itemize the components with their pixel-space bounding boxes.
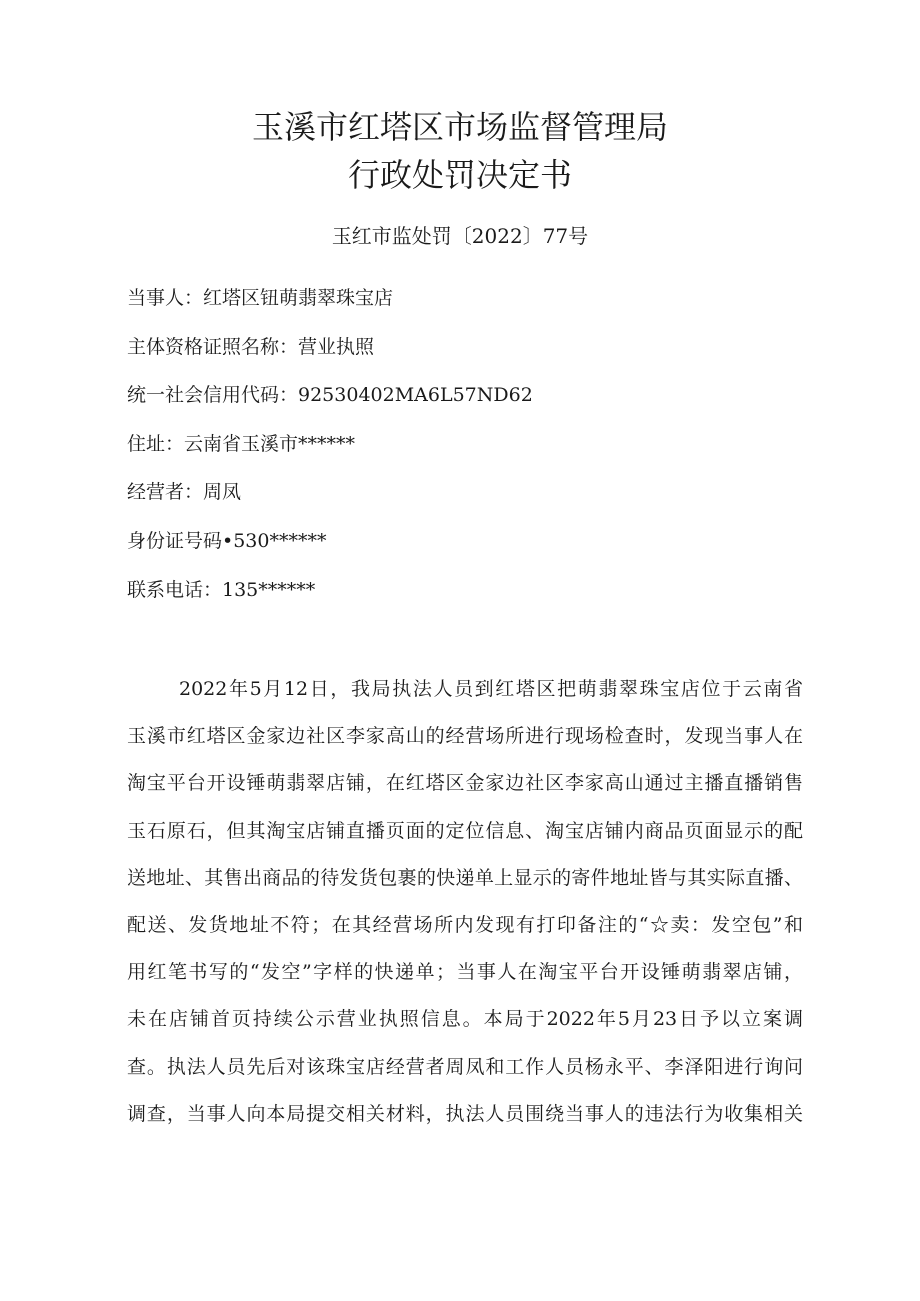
address: 住址：云南省玉溪市******	[127, 432, 356, 455]
paragraph-line: 送地址、其售出商品的待发货包裹的快递单上显示的寄件地址皆与其实际直播、	[127, 866, 803, 889]
paragraph-line: 配送、发货地址不符；在其经营场所内发现有打印备注的“☆卖：发空包”和	[127, 913, 803, 936]
paragraph-line: 用红笔书写的“发空”字样的快递单；当事人在淘宝平台开设锤萌翡翠店铺，	[127, 961, 803, 984]
case-facts	[127, 672, 803, 1144]
operator: 经营者：周凤	[127, 481, 242, 504]
id-number: 身份证号码•530******	[127, 529, 327, 552]
paragraph-line: 调查，当事人向本局提交相关材料，执法人员围绕当事人的违法行为收集相关	[127, 1102, 803, 1125]
phone-number: 联系电话：135******	[127, 578, 316, 601]
party-info	[127, 284, 827, 624]
paragraph-line: 查。执法人员先后对该珠宝店经营者周凤和工作人员杨永平、李泽阳进行询问	[127, 1055, 803, 1078]
license-name: 主体资格证照名称：营业执照	[127, 335, 375, 358]
party-name: 当事人：红塔区钮萌翡翠珠宝店	[127, 287, 394, 309]
document-number: 玉红市监处罚〔2022〕77号	[331, 224, 589, 248]
paragraph-line: 淘宝平台开设锤萌翡翠店铺，在红塔区金家边社区李家高山通过主播直播销售	[127, 772, 803, 795]
agency-name: 玉溪市红塔区市场监督管理局	[251, 108, 668, 146]
decision-title: 行政处罚决定书	[347, 156, 572, 194]
credit-code: 统一社会信用代码：92530402MA6L57ND62	[127, 384, 533, 407]
document-title	[0, 103, 920, 199]
paragraph-line: 未在店铺首页持续公示营业执照信息。本局于2022年5月23日予以立案调	[127, 1008, 803, 1031]
paragraph-line: 玉溪市红塔区金家边社区李家高山的经营场所进行现场检查时，发现当事人在	[127, 725, 803, 748]
paragraph-line: 2022年5月12日，我局执法人员到红塔区把萌翡翠珠宝店位于云南省	[179, 678, 803, 700]
paragraph-line: 玉石原石，但其淘宝店铺直播页面的定位信息、淘宝店铺内商品页面显示的配	[127, 819, 803, 842]
